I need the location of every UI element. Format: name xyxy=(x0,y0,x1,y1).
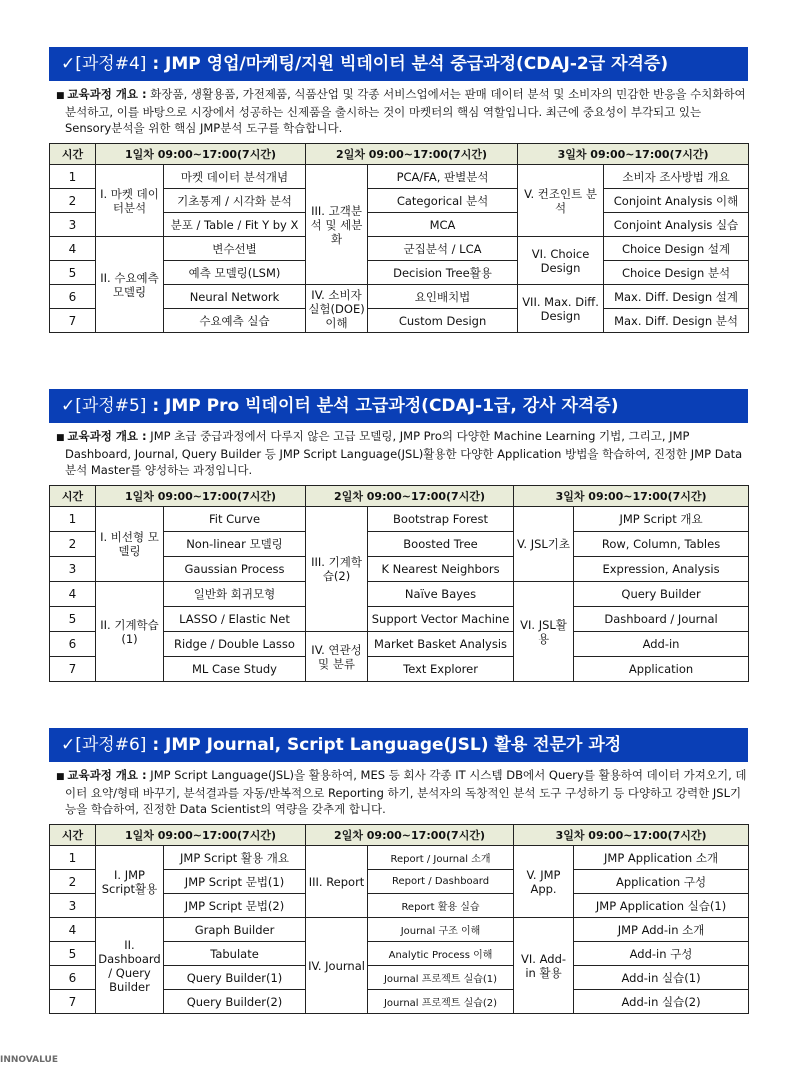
day3-topic: Query Builder xyxy=(574,582,749,607)
course4-description: ■ 교육과정 개요 : 화장품, 생활용품, 가전제품, 식품산업 및 각종 서비스업에서는 판매 데이터 분석 및 소비자의 민감한 반응을 수치화하여 분석하고, 이를 바탕으로 시장에서 성공하는 신제품을 출시하는 것이 마켓터의 핵심 역할입니다. 최근에 중요성이 부각되고 있는 Sensory분석을 위한 핵심 JMP분석 도구를 학습합니다. xyxy=(56,87,746,135)
course5-schedule-table xyxy=(49,485,749,682)
header-day1: 1일차 09:00~17:00(7시간) xyxy=(96,144,306,165)
row-number: 1 xyxy=(50,846,96,870)
day3-topic: Max. Diff. Design 설계 xyxy=(604,285,749,309)
day2-topic: Analytic Process 이해 xyxy=(368,942,514,966)
course5-header xyxy=(49,389,748,423)
desc-label: 교육과정 개요 : xyxy=(67,429,147,443)
day3-topic: Max. Diff. Design 분석 xyxy=(604,309,749,333)
day2-topic: Boosted Tree xyxy=(368,532,514,557)
day3-topic: Conjoint Analysis 실습 xyxy=(604,213,749,237)
day3-topic: Add-in xyxy=(574,632,749,657)
day2-topic: Custom Design xyxy=(368,309,518,333)
day3-topic: Application 구성 xyxy=(574,870,749,894)
day1-group: I. 비선형 모델링 xyxy=(96,507,164,582)
day1-topic: Neural Network xyxy=(164,285,306,309)
day2-topic: Journal 프로젝트 실습(2) xyxy=(368,990,514,1014)
check-icon: ✓ xyxy=(61,396,76,416)
header-day1: 1일차 09:00~17:00(7시간) xyxy=(96,486,306,507)
company-logo: INNOVALUE xyxy=(0,1055,59,1065)
course5-section xyxy=(49,389,748,682)
day2-topic: Report / Dashboard xyxy=(368,870,514,894)
day1-group: II. Dashboard / Query Builder xyxy=(96,918,164,1014)
course6-header xyxy=(49,728,748,762)
row-number: 3 xyxy=(50,894,96,918)
row-number: 1 xyxy=(50,507,96,532)
row-number: 6 xyxy=(50,966,96,990)
day1-topic: JMP Script 문법(1) xyxy=(164,870,306,894)
day1-group: II. 기계학습(1) xyxy=(96,582,164,682)
row-number: 2 xyxy=(50,870,96,894)
day1-topic: Ridge / Double Lasso xyxy=(164,632,306,657)
day2-topic: 요인배치법 xyxy=(368,285,518,309)
course6-title: : JMP Journal, Script Language(JSL) 활용 전문가 과정 xyxy=(146,735,622,755)
day3-topic: 소비자 조사방법 개요 xyxy=(604,165,749,189)
day3-group: VI. Add-in 활용 xyxy=(514,918,574,1014)
course4-tag: [과정#4] xyxy=(75,54,147,74)
desc-text: JMP Script Language(JSL)을 활용하여, MES 등 회사 각종 IT 시스템 DB에서 Query를 활용하여 데이터 가져오기, 데이터 요약/형태 바꾸기, 분석결과를 자동/반복적으로 Reporting 하기, 분석자의 독창적인 분석 도구 구성하기 등 다양하고 강력한 JSL기능을 학습하여, 진정한 Data Scientist의 역량을 갖추게 합니다. xyxy=(65,768,747,816)
day3-topic: Conjoint Analysis 이해 xyxy=(604,189,749,213)
day2-topic: Categorical 분석 xyxy=(368,189,518,213)
check-icon: ✓ xyxy=(61,735,76,755)
row-number: 7 xyxy=(50,309,96,333)
day1-group: I. JMP Script활용 xyxy=(96,846,164,918)
day2-topic: Journal 프로젝트 실습(1) xyxy=(368,966,514,990)
row-number: 2 xyxy=(50,189,96,213)
header-time: 시간 xyxy=(50,825,96,846)
desc-label: 교육과정 개요 : xyxy=(67,87,147,101)
day1-topic: ML Case Study xyxy=(164,657,306,682)
day1-topic: Non-linear 모델링 xyxy=(164,532,306,557)
header-day3: 3일차 09:00~17:00(7시간) xyxy=(514,486,749,507)
day3-group: V. JMP App. xyxy=(514,846,574,918)
day2-topic: Report / Journal 소개 xyxy=(368,846,514,870)
row-number: 4 xyxy=(50,918,96,942)
row-number: 7 xyxy=(50,990,96,1014)
header-day2: 2일차 09:00~17:00(7시간) xyxy=(306,144,518,165)
course5-title: : JMP Pro 빅데이터 분석 고급과정(CDAJ-1급, 강사 자격증) xyxy=(146,396,619,416)
day3-topic: Add-in 구성 xyxy=(574,942,749,966)
header-time: 시간 xyxy=(50,144,96,165)
day2-topic: Decision Tree활용 xyxy=(368,261,518,285)
day1-topic: Graph Builder xyxy=(164,918,306,942)
day2-topic: Support Vector Machine xyxy=(368,607,514,632)
day3-topic: Choice Design 분석 xyxy=(604,261,749,285)
day2-group: III. 고객분석 및 세분화 xyxy=(306,165,368,285)
day3-topic: Row, Column, Tables xyxy=(574,532,749,557)
header-day3: 3일차 09:00~17:00(7시간) xyxy=(518,144,749,165)
day1-topic: 일반화 회귀모형 xyxy=(164,582,306,607)
day2-topic: MCA xyxy=(368,213,518,237)
day2-topic: Text Explorer xyxy=(368,657,514,682)
course6-section xyxy=(49,728,748,1014)
day2-topic: 군집분석 / LCA xyxy=(368,237,518,261)
row-number: 5 xyxy=(50,942,96,966)
day3-topic: JMP Script 개요 xyxy=(574,507,749,532)
row-number: 2 xyxy=(50,532,96,557)
day1-topic: 기초통계 / 시각화 분석 xyxy=(164,189,306,213)
day1-topic: JMP Script 문법(2) xyxy=(164,894,306,918)
header-day1: 1일차 09:00~17:00(7시간) xyxy=(96,825,306,846)
day3-group: VII. Max. Diff. Design xyxy=(518,285,604,333)
row-number: 7 xyxy=(50,657,96,682)
row-number: 4 xyxy=(50,237,96,261)
desc-text: JMP 초급 중급과정에서 다루지 않은 고급 모델링, JMP Pro의 다양한 Machine Learning 기법, 그리고, JMP Dashboard, Journal, Query Builder 등 JMP Script Language(JSL)활용한 다양한 Application 방법을 학습하여, 진정한 JMP Data 분석 Master를 양성하는 과정입니다. xyxy=(65,429,743,477)
day2-topic: Report 활용 실습 xyxy=(368,894,514,918)
day3-group: V. 컨조인트 분석 xyxy=(518,165,604,237)
day3-topic: Dashboard / Journal xyxy=(574,607,749,632)
course4-title: : JMP 영업/마케팅/지원 빅데이터 분석 중급과정(CDAJ-2급 자격증) xyxy=(146,54,669,74)
day1-group: II. 수요예측 모델링 xyxy=(96,237,164,333)
header-day2: 2일차 09:00~17:00(7시간) xyxy=(306,486,514,507)
check-icon: ✓ xyxy=(61,54,76,74)
day3-topic: Add-in 실습(1) xyxy=(574,966,749,990)
day3-group: V. JSL기초 xyxy=(514,507,574,582)
course5-description: ■ 교육과정 개요 : JMP 초급 중급과정에서 다루지 않은 고급 모델링, JMP Pro의 다양한 Machine Learning 기법, 그리고, JMP Dashboard, Journal, Query Builder 등 JMP Script Language(JSL)활용한 다양한 Application 방법을 학습하여, 진정한 JMP Data 분석 Master를 양성하는 과정입니다. xyxy=(56,429,743,477)
course4-schedule-table xyxy=(49,143,749,333)
header-day2: 2일차 09:00~17:00(7시간) xyxy=(306,825,514,846)
day3-topic: Add-in 실습(2) xyxy=(574,990,749,1014)
day1-topic: 수요예측 실습 xyxy=(164,309,306,333)
day3-topic: JMP Application 실습(1) xyxy=(574,894,749,918)
row-number: 4 xyxy=(50,582,96,607)
day3-topic: JMP Application 소개 xyxy=(574,846,749,870)
day1-topic: JMP Script 활용 개요 xyxy=(164,846,306,870)
row-number: 1 xyxy=(50,165,96,189)
day2-group: IV. Journal xyxy=(306,918,368,1014)
day2-group: III. Report xyxy=(306,846,368,918)
day1-topic: 마켓 데이터 분석개념 xyxy=(164,165,306,189)
day1-topic: 예측 모델링(LSM) xyxy=(164,261,306,285)
day2-topic: PCA/FA, 판별분석 xyxy=(368,165,518,189)
day2-topic: Market Basket Analysis xyxy=(368,632,514,657)
day1-topic: Query Builder(2) xyxy=(164,990,306,1014)
day1-topic: Fit Curve xyxy=(164,507,306,532)
day1-topic: 분포 / Table / Fit Y by X xyxy=(164,213,306,237)
day2-topic: Bootstrap Forest xyxy=(368,507,514,532)
row-number: 5 xyxy=(50,261,96,285)
day1-topic: Tabulate xyxy=(164,942,306,966)
course4-section xyxy=(49,47,748,333)
row-number: 6 xyxy=(50,632,96,657)
day2-topic: K Nearest Neighbors xyxy=(368,557,514,582)
day2-group: III. 기계학습(2) xyxy=(306,507,368,632)
course4-header xyxy=(49,47,748,81)
day1-topic: Gaussian Process xyxy=(164,557,306,582)
course6-description: ■ 교육과정 개요 : JMP Script Language(JSL)을 활용하여, MES 등 회사 각종 IT 시스템 DB에서 Query를 활용하여 데이터 가져오기, 데이터 요약/형태 바꾸기, 분석결과를 자동/반복적으로 Reporting 하기, 분석자의 독창적인 분석 도구 구성하기 등 다양하고 강력한 JSL기능을 학습하여, 진정한 Data Scientist의 역량을 갖추게 합니다. xyxy=(56,768,747,816)
row-number: 6 xyxy=(50,285,96,309)
header-day3: 3일차 09:00~17:00(7시간) xyxy=(514,825,749,846)
day3-group: VI. JSL활용 xyxy=(514,582,574,682)
row-number: 3 xyxy=(50,213,96,237)
day3-topic: Choice Design 설계 xyxy=(604,237,749,261)
day3-group: VI. Choice Design xyxy=(518,237,604,285)
course5-tag: [과정#5] xyxy=(75,396,147,416)
header-time: 시간 xyxy=(50,486,96,507)
day2-group: IV. 소비자 실험(DOE) 이해 xyxy=(306,285,368,333)
day1-topic: 변수선별 xyxy=(164,237,306,261)
desc-text: 화장품, 생활용품, 가전제품, 식품산업 및 각종 서비스업에서는 판매 데이터 분석 및 소비자의 민감한 반응을 수치화하여 분석하고, 이를 바탕으로 시장에서 성공하는 신제품을 출시하는 것이 마켓터의 핵심 역할입니다. 최근에 중요성이 부각되고 있는 Sensory분석을 위한 핵심 JMP분석 도구를 학습합니다. xyxy=(65,87,746,135)
row-number: 5 xyxy=(50,607,96,632)
day2-topic: Journal 구조 이해 xyxy=(368,918,514,942)
day2-topic: Naïve Bayes xyxy=(368,582,514,607)
day1-topic: Query Builder(1) xyxy=(164,966,306,990)
row-number: 3 xyxy=(50,557,96,582)
course6-schedule-table xyxy=(49,824,749,1014)
desc-label: 교육과정 개요 : xyxy=(67,768,147,782)
day1-group: I. 마켓 데이터분석 xyxy=(96,165,164,237)
day3-topic: Expression, Analysis xyxy=(574,557,749,582)
day1-topic: LASSO / Elastic Net xyxy=(164,607,306,632)
course6-tag: [과정#6] xyxy=(75,735,147,755)
day2-group: IV. 연관성 및 분류 xyxy=(306,632,368,682)
day3-topic: JMP Add-in 소개 xyxy=(574,918,749,942)
day3-topic: Application xyxy=(574,657,749,682)
